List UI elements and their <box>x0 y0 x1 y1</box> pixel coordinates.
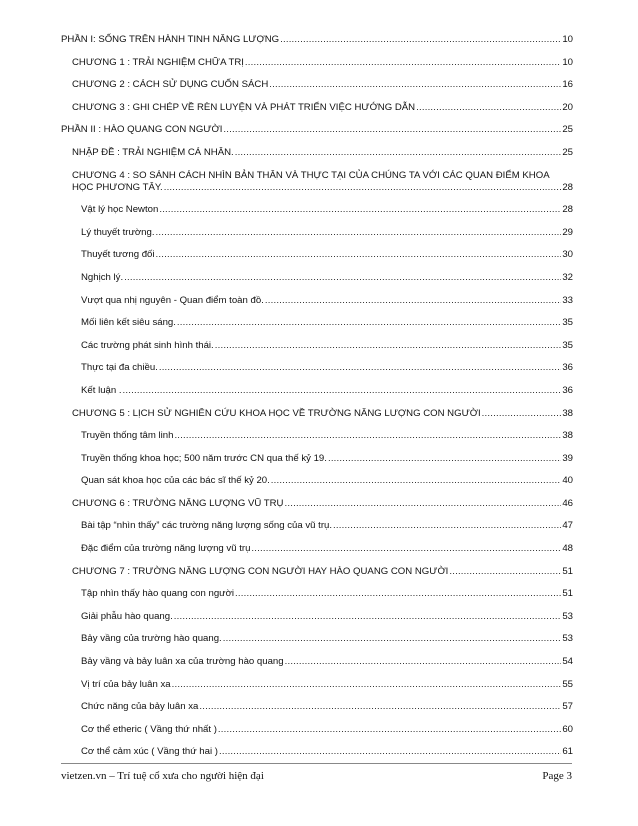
toc-entry[interactable] <box>61 430 573 442</box>
toc-leader-dots <box>123 385 562 397</box>
toc-entry-page: 55 <box>562 678 573 690</box>
toc-leader-dots <box>223 633 562 645</box>
toc-entry-title: CHƯƠNG 6 : TRƯỜNG NĂNG LƯỢNG VŨ TRỤ <box>72 497 284 509</box>
toc-leader-dots <box>333 520 561 532</box>
toc-leader-dots <box>449 566 561 578</box>
toc-entry[interactable] <box>61 453 573 465</box>
toc-leader-dots <box>265 295 561 307</box>
toc-leader-dots <box>223 124 561 136</box>
toc-entry-title: CHƯƠNG 7 : TRƯỜNG NĂNG LƯỢNG CON NGƯỜI HAY HÀO QUANG CON NGƯỜI <box>72 565 449 577</box>
toc-leader-dots <box>172 679 562 691</box>
toc-entry-title: Quan sát khoa học của các bác sĩ thế kỷ 20. <box>81 475 270 487</box>
toc-leader-dots <box>482 408 562 420</box>
toc-entry[interactable] <box>61 385 573 397</box>
toc-entry-title: Bảy vầng của trường hào quang. <box>81 633 222 645</box>
toc-entry-page: 48 <box>562 543 573 555</box>
toc-entry[interactable] <box>61 362 573 374</box>
toc-entry[interactable] <box>61 147 573 159</box>
toc-entry[interactable] <box>61 724 573 736</box>
toc-entry[interactable] <box>61 79 573 91</box>
toc-leader-dots <box>218 724 561 736</box>
toc-entry-title: Nghịch lý. <box>81 271 124 283</box>
toc-entry-title: Tập nhìn thấy hào quang con người <box>81 588 234 600</box>
toc-entry-title: Chức năng của bảy luân xa <box>81 701 199 713</box>
toc-entry[interactable] <box>61 124 573 136</box>
toc-entry-page: 25 <box>562 124 573 136</box>
toc-entry-page: 53 <box>562 633 573 645</box>
toc-entry[interactable] <box>61 543 573 555</box>
toc-entry-title: Cơ thể cảm xúc ( Vầng thứ hai ) <box>81 746 218 758</box>
toc-entry-page: 53 <box>562 610 573 622</box>
toc-leader-dots <box>284 498 561 510</box>
toc-entry-title: Vật lý học Newton <box>81 204 159 216</box>
toc-entry-title: CHƯƠNG 2 : CÁCH SỬ DỤNG CUỐN SÁCH <box>72 79 269 91</box>
toc-leader-dots <box>328 453 561 465</box>
table-of-contents <box>61 34 573 758</box>
toc-entry-title: CHƯƠNG 1 : TRẢI NGHIỆM CHỮA TRỊ <box>72 56 244 68</box>
toc-entry-title: Bảy vầng và bảy luân xa của trường hào quang <box>81 656 284 668</box>
toc-entry[interactable] <box>61 611 573 623</box>
toc-entry-page: 10 <box>562 56 573 68</box>
toc-entry-page: 35 <box>562 339 573 351</box>
toc-entry-page: 28 <box>562 204 573 216</box>
toc-entry-page: 30 <box>562 249 573 261</box>
toc-entry[interactable] <box>61 679 573 691</box>
toc-leader-dots <box>285 656 562 668</box>
toc-entry-page: 54 <box>562 656 573 668</box>
toc-entry-page: 40 <box>562 475 573 487</box>
toc-entry-page: 38 <box>562 407 573 419</box>
toc-entry-title: Vị trí của bảy luân xa <box>81 678 171 690</box>
toc-leader-dots <box>280 34 561 46</box>
toc-entry-title: CHƯƠNG 4 : SO SÁNH CÁCH NHÌN BẢN THÂN VÀ THỰC TẠI CỦA CHÚNG TA VỚI CÁC QUAN ĐIỂM KHOA <box>72 169 550 181</box>
toc-entry-title: Mối liên kết siêu sáng. <box>81 317 176 329</box>
toc-entry-page: 39 <box>562 452 573 464</box>
toc-entry[interactable] <box>61 633 573 645</box>
toc-entry-title: Cơ thể etheric ( Vầng thứ nhất ) <box>81 723 217 735</box>
toc-entry-title: Thuyết tương đối <box>81 249 155 261</box>
toc-entry[interactable] <box>61 295 573 307</box>
toc-entry-title: Lý thuyết trường. <box>81 226 155 238</box>
toc-entry-page: 25 <box>562 146 573 158</box>
toc-entry-title: Vượt qua nhị nguyên - Quan điểm toàn đồ. <box>81 294 264 306</box>
toc-entry[interactable] <box>61 566 573 578</box>
toc-entry-page: 47 <box>562 520 573 532</box>
toc-leader-dots <box>124 272 561 284</box>
toc-leader-dots <box>416 102 561 114</box>
toc-entry[interactable] <box>61 498 573 510</box>
toc-entry-title: PHẦN I: SỐNG TRÊN HÀNH TINH NĂNG LƯỢNG <box>61 34 280 45</box>
toc-entry[interactable] <box>61 170 573 194</box>
toc-entry[interactable] <box>61 102 573 114</box>
toc-leader-dots <box>159 362 562 374</box>
toc-entry-page: 51 <box>562 565 573 577</box>
toc-entry[interactable] <box>61 701 573 713</box>
toc-entry-title: NHẬP ĐỀ : TRẢI NGHIỆM CÁ NHÂN. <box>72 146 234 158</box>
toc-entry-page: 16 <box>562 79 573 91</box>
toc-leader-dots <box>269 79 561 91</box>
toc-entry-page: 33 <box>562 294 573 306</box>
toc-entry[interactable] <box>61 520 573 532</box>
toc-entry[interactable] <box>61 57 573 69</box>
toc-entry[interactable] <box>61 340 573 352</box>
toc-leader-dots <box>235 147 562 159</box>
toc-entry-title: Truyền thống khoa học; 500 năm trước CN qua thế kỷ 19. <box>81 452 327 464</box>
toc-entry-page: 38 <box>562 430 573 442</box>
toc-leader-dots <box>245 57 561 69</box>
toc-entry-page: 60 <box>562 723 573 735</box>
toc-entry[interactable] <box>61 317 573 329</box>
toc-entry-title: Các trường phát sinh hình thái. <box>81 339 214 351</box>
toc-entry-page: 20 <box>562 101 573 113</box>
toc-entry-title: CHƯƠNG 5 : LỊCH SỬ NGHIÊN CỨU KHOA HỌC VỀ TRƯỜNG NĂNG LƯỢNG CON NGƯỜI <box>72 407 481 419</box>
toc-entry-title: Thực tại đa chiều. <box>81 362 158 374</box>
toc-entry-title: Kết luận . <box>81 384 122 396</box>
toc-entry[interactable] <box>61 204 573 216</box>
toc-entry-page: 57 <box>562 701 573 713</box>
toc-entry[interactable] <box>61 408 573 420</box>
toc-entry-title: PHẦN II : HÀO QUANG CON NGƯỜI <box>61 124 223 136</box>
toc-leader-dots <box>235 588 561 600</box>
page-footer <box>61 763 572 782</box>
toc-leader-dots <box>156 227 562 239</box>
toc-leader-dots <box>271 475 562 487</box>
toc-entry-page: 35 <box>562 317 573 329</box>
toc-entry-page: 46 <box>562 497 573 509</box>
toc-entry-title: Truyền thống tâm linh <box>81 430 174 442</box>
toc-entry-page: 36 <box>562 362 573 374</box>
toc-entry-title-continued: HỌC PHƯƠNG TÂY. <box>72 181 163 193</box>
toc-entry-page: 32 <box>562 271 573 283</box>
toc-entry-page: 51 <box>562 588 573 600</box>
toc-entry-page: 61 <box>562 746 573 758</box>
toc-entry[interactable] <box>61 475 573 487</box>
toc-leader-dots <box>215 340 562 352</box>
toc-leader-dots <box>174 611 562 623</box>
toc-leader-dots <box>199 701 561 713</box>
toc-entry-title: Đặc điểm của trường năng lượng vũ trụ <box>81 543 251 555</box>
toc-leader-dots <box>159 204 561 216</box>
toc-leader-dots <box>156 249 562 261</box>
toc-leader-dots <box>177 317 561 329</box>
toc-entry[interactable] <box>61 34 573 46</box>
toc-entry-page: 36 <box>562 384 573 396</box>
toc-entry[interactable] <box>61 588 573 600</box>
toc-leader-dots <box>164 182 562 194</box>
toc-entry[interactable] <box>61 746 573 758</box>
toc-leader-dots <box>251 543 561 555</box>
toc-leader-dots <box>174 430 561 442</box>
toc-entry[interactable] <box>61 272 573 284</box>
toc-entry[interactable] <box>61 249 573 261</box>
toc-entry-page: 10 <box>562 34 573 45</box>
toc-leader-dots <box>219 746 561 758</box>
footer-page-number: Page 3 <box>542 770 572 782</box>
toc-entry-title: Giải phẫu hào quang. <box>81 610 173 622</box>
toc-entry-title: CHƯƠNG 3 : GHI CHÉP VỀ RÈN LUYỆN VÀ PHÁT TRIỂN VIỆC HƯỚNG DẪN <box>72 101 416 113</box>
toc-entry-page: 29 <box>562 226 573 238</box>
toc-entry[interactable] <box>61 656 573 668</box>
footer-site-title: vietzen.vn – Trí tuệ cổ xưa cho người hiện đại <box>61 770 264 782</box>
toc-entry-title: Bài tập “nhìn thấy” các trường năng lượng sống của vũ trụ. <box>81 520 333 532</box>
toc-entry-page: 28 <box>562 181 573 193</box>
toc-entry[interactable] <box>61 227 573 239</box>
